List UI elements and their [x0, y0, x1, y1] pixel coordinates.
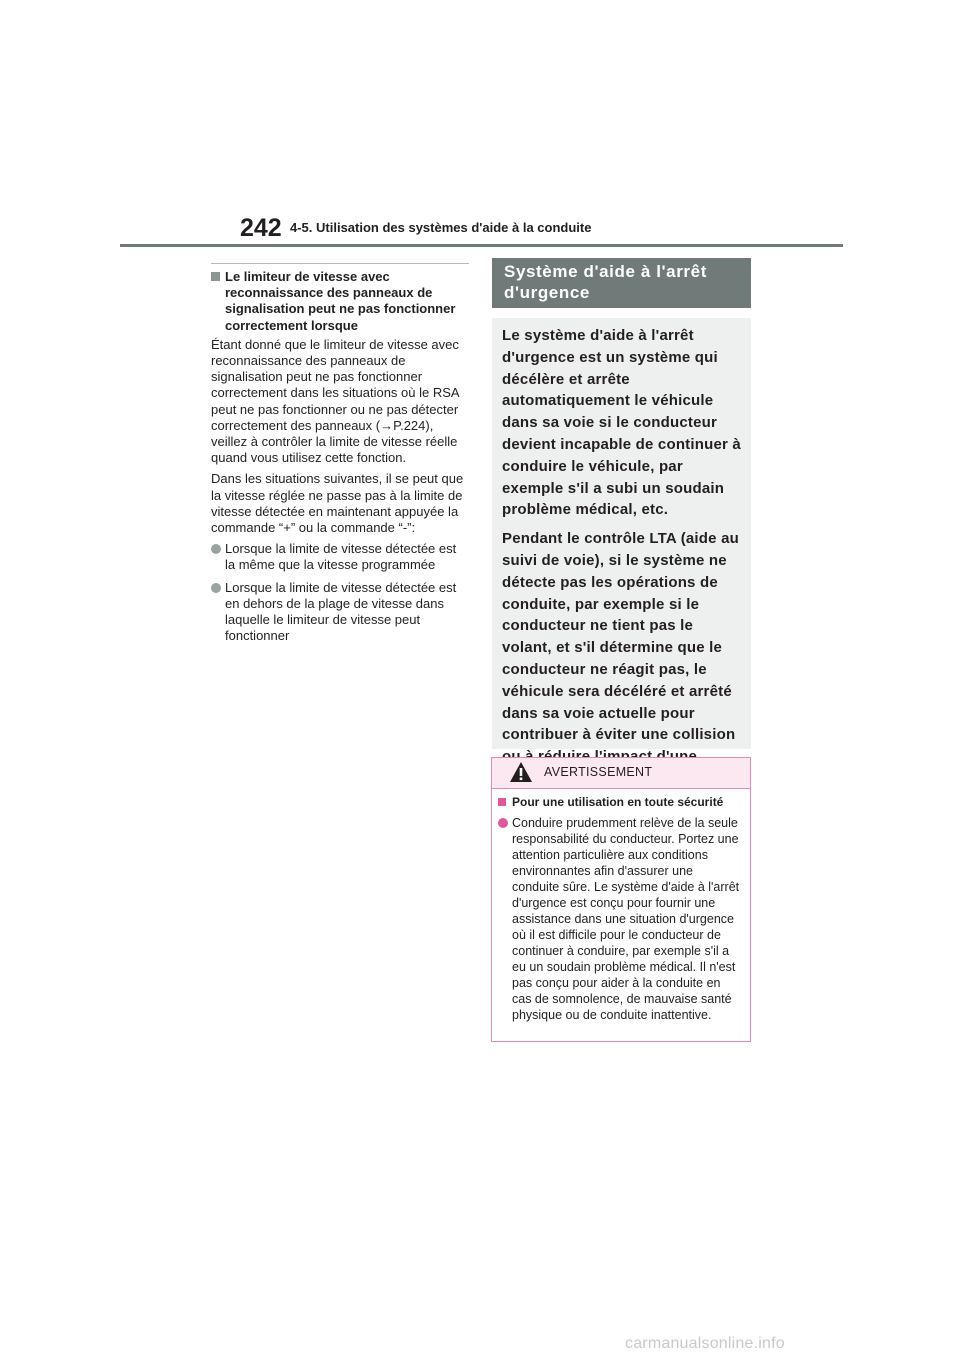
summary-paragraph: Pendant le contrôle LTA (aide au suivi de voie), si le système ne détecte pas les opérations de conduite, par exemple si le conducteur ne tient pas le volant, et s'il détermine que le conducteur ne réagit pas, le véhicule sera décéléré et arrêté dans sa voie actuelle pour contribuer à éviter une collision	[502, 530, 739, 744]
list-item-text: Lorsque la limite de vitesse détectée est en dehors de la plage de vitesse dans laquelle le limiteur de vitesse peut fonctionner	[225, 579, 457, 644]
list-item-text: Lorsque la limite de vitesse détectée est la même que la vitesse programmée	[225, 541, 457, 573]
summary-box	[492, 318, 751, 749]
warning-subheading	[498, 795, 742, 810]
header-rule	[120, 244, 843, 247]
running-head: 4-5. Utilisation des systèmes d'aide à la conduite	[290, 220, 592, 235]
warning-list-item	[498, 815, 742, 1023]
paragraph: Dans les situations suivantes, il se peut que la vitesse réglée ne passe pas à la limite de vitesse détectée en maintenant appuyée la commande “+” ou la commande “-”:	[211, 471, 464, 536]
subheading	[211, 269, 469, 334]
circle-bullet-icon	[211, 544, 221, 554]
summary-paragraph: Le système d'aide à l'arrêt d'urgence est un système qui décélère et arrête automatiquement le véhicule dans sa voie si le conducteur devient incapable de continuer à conduire le véhicule, par exemple s'il a subi un soudain problème médical, etc.	[502, 327, 741, 519]
section-title: Système d'aide à l'arrêt d'urgence	[492, 258, 751, 308]
page-number: 242	[240, 214, 282, 242]
warning-header	[492, 758, 750, 789]
square-bullet-icon	[498, 798, 506, 806]
footer-watermark: carmanualsonline.info	[625, 1335, 785, 1352]
warning-body	[492, 789, 750, 1023]
list-item	[211, 541, 469, 573]
circle-bullet-icon	[498, 818, 508, 828]
column-rule	[211, 263, 469, 264]
paragraph: Étant donné que le limiteur de vitesse avec reconnaissance des panneaux de signalisation peut ne pas fonctionner correctement dans les situations où le RSA peut ne pas fonctionner ou ne pas détecter correctement des panneaux (→P.224), veillez à contrôler la limite de vitesse réelle quand vous utilisez cette fonction.	[211, 336, 459, 466]
circle-bullet-icon	[211, 583, 221, 593]
warning-subheading-text: Pour une utilisation en toute sécurité	[512, 795, 724, 809]
warning-box	[491, 757, 751, 1042]
left-column	[211, 260, 469, 650]
square-bullet-icon	[211, 272, 220, 281]
warning-title: AVERTISSEMENT	[544, 765, 653, 779]
warning-list-item-text: Conduire prudemment relève de la seule responsabilité du conducteur. Portez une attention particulière aux conditions environnantes afin d'assurer une conduite sûre. Le système d'aide à l'arrêt d'urgence est conçu pour fournir une assistance dans une situation d'urgence où il est difficile pour le conducteur de continuer à conduire, par exemple s'il a eu un soudain problème médical. Il n'est pas conçu pour aider à la conduite en cas de somnolence, de mauvaise santé physique ou de conduite inattentive.	[512, 816, 740, 1023]
list-item	[211, 580, 469, 645]
warning-triangle-icon	[509, 761, 533, 783]
subheading-text: Le limiteur de vitesse avec reconnaissance des panneaux de signalisation peut ne pas fonctionner correctement lorsque	[225, 269, 456, 333]
